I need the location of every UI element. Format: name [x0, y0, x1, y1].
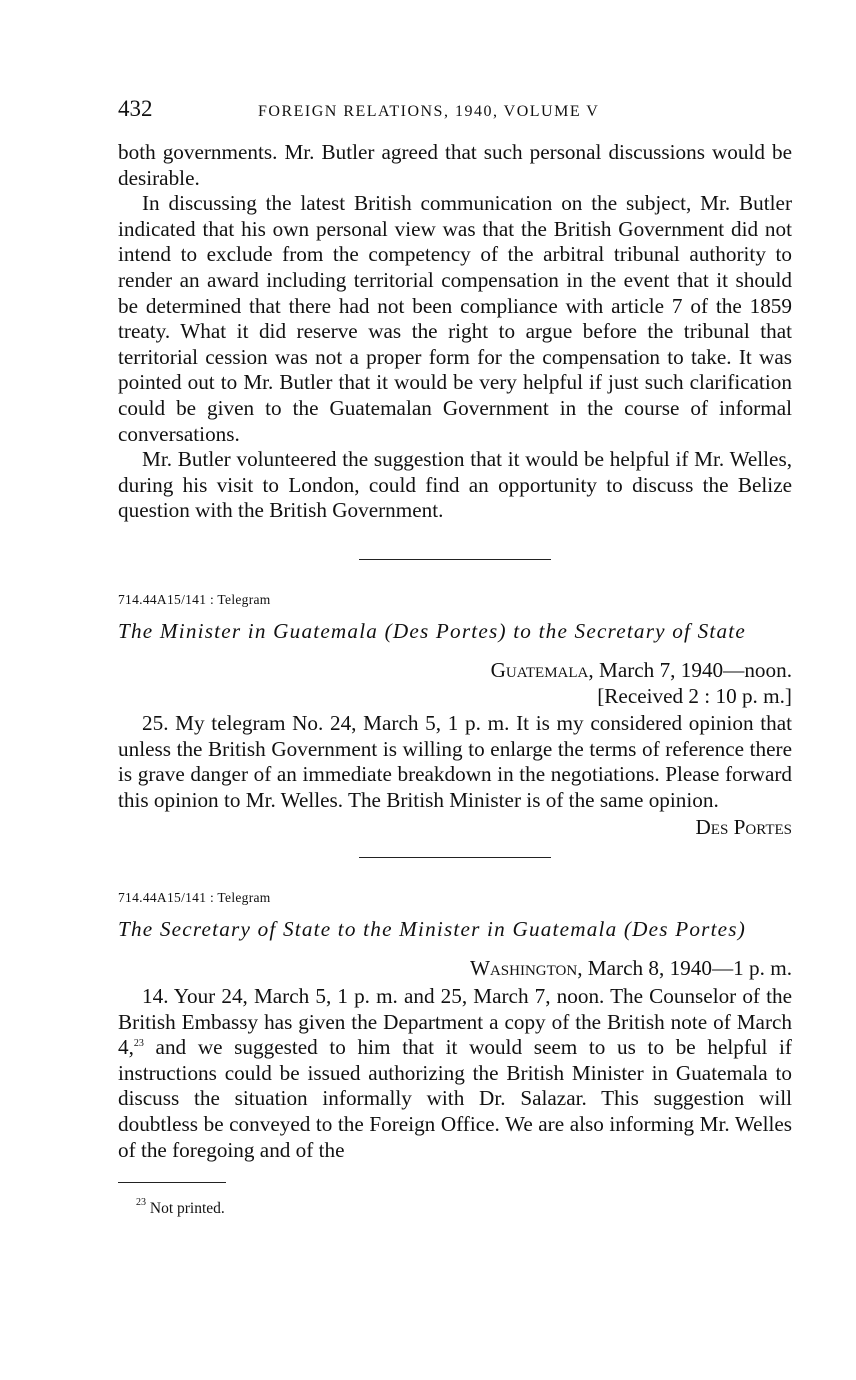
page-number: 432 — [118, 96, 153, 121]
section-divider — [359, 559, 551, 560]
body-text-continued: and we suggested to him that it would seem to us to be helpful if instructions could be issued authorizing the British Minister in Guatemala to discuss the situation informally with Dr. Salazar. This suggestion will doubtless be conveyed to the Foreign Office. We are also informing Mr. Welles of the foregoing and of the — [118, 1035, 792, 1162]
file-reference: 714.44A15/141 : Telegram — [118, 591, 271, 607]
heading-text-end: ) — [737, 916, 746, 941]
document-heading — [118, 619, 792, 645]
heading-name: Des Portes — [392, 618, 499, 643]
running-title: FOREIGN RELATIONS, 1940, VOLUME V — [258, 103, 600, 120]
dateline — [118, 956, 792, 982]
dateline — [118, 658, 792, 684]
telegram-body — [118, 984, 792, 1163]
heading-text-end: ) to the Secretary of State — [498, 618, 746, 643]
heading-name: Des Portes — [632, 916, 738, 941]
footnote — [136, 1196, 792, 1222]
dateline-place: Washington — [469, 956, 578, 981]
dateline-place: Guatemala — [490, 658, 589, 683]
received-line: [Received 2 : 10 p. m.] — [597, 683, 792, 708]
heading-text: The Minister in Guatemala ( — [118, 618, 393, 643]
footnote-text: Not printed. — [146, 1200, 225, 1218]
body-text: 14. Your 24, March 5, 1 p. m. and 25, March 7, noon. The Counselor of the British Embassy has given the Department a copy of the British note of March 4, — [118, 984, 792, 1060]
document-heading — [118, 917, 792, 943]
document-page — [118, 96, 792, 1222]
file-reference: 714.44A15/141 : Telegram — [118, 890, 271, 906]
telegram-body: 25. My telegram No. 24, March 5, 1 p. m. It is my considered opinion that unless the British Government is willing to enlarge the terms of reference there is grave danger of an immediate breakdown in the negotiations. Please forward this opinion to Mr. Welles. The British Minister is of the same opinion. — [118, 711, 792, 813]
dateline-date: , March 8, 1940—1 p. m. — [577, 956, 792, 981]
intro-paragraph-2: In discussing the latest British communication on the subject, Mr. Butler indicated that his own personal view was that the British Government did not intend to exclude from the competency of the arbitral tribunal authority to render an award including territorial compensation in the event that it should be determined that there had not been compliance with article 7 of the 1859 treaty. What it did reserve was the right to argue before the tribunal that territorial cession was not a proper form for the compensation to take. It was pointed out to Mr. Butler that it would be very helpful if just such clarification could be given to the Guatemalan Government in the course of informal conversations. — [118, 191, 792, 446]
running-head — [118, 96, 792, 132]
dateline-date: , March 7, 1940—noon. — [588, 658, 792, 683]
footnote-reference: 23 — [133, 1038, 144, 1050]
intro-paragraph-3: Mr. Butler volunteered the suggestion that it would be helpful if Mr. Welles, during his visit to London, could find an opportunity to discuss the Belize question with the British Government. — [118, 447, 792, 523]
heading-text: The Secretary of State to the Minister in Guatemala ( — [118, 916, 633, 941]
footnote-number: 23 — [136, 1197, 146, 1209]
footnote-rule — [118, 1182, 226, 1183]
signature: Des Portes — [695, 814, 792, 839]
section-divider — [359, 857, 551, 858]
intro-paragraph-1: both governments. Mr. Butler agreed that such personal discussions would be desirable. — [118, 140, 792, 190]
